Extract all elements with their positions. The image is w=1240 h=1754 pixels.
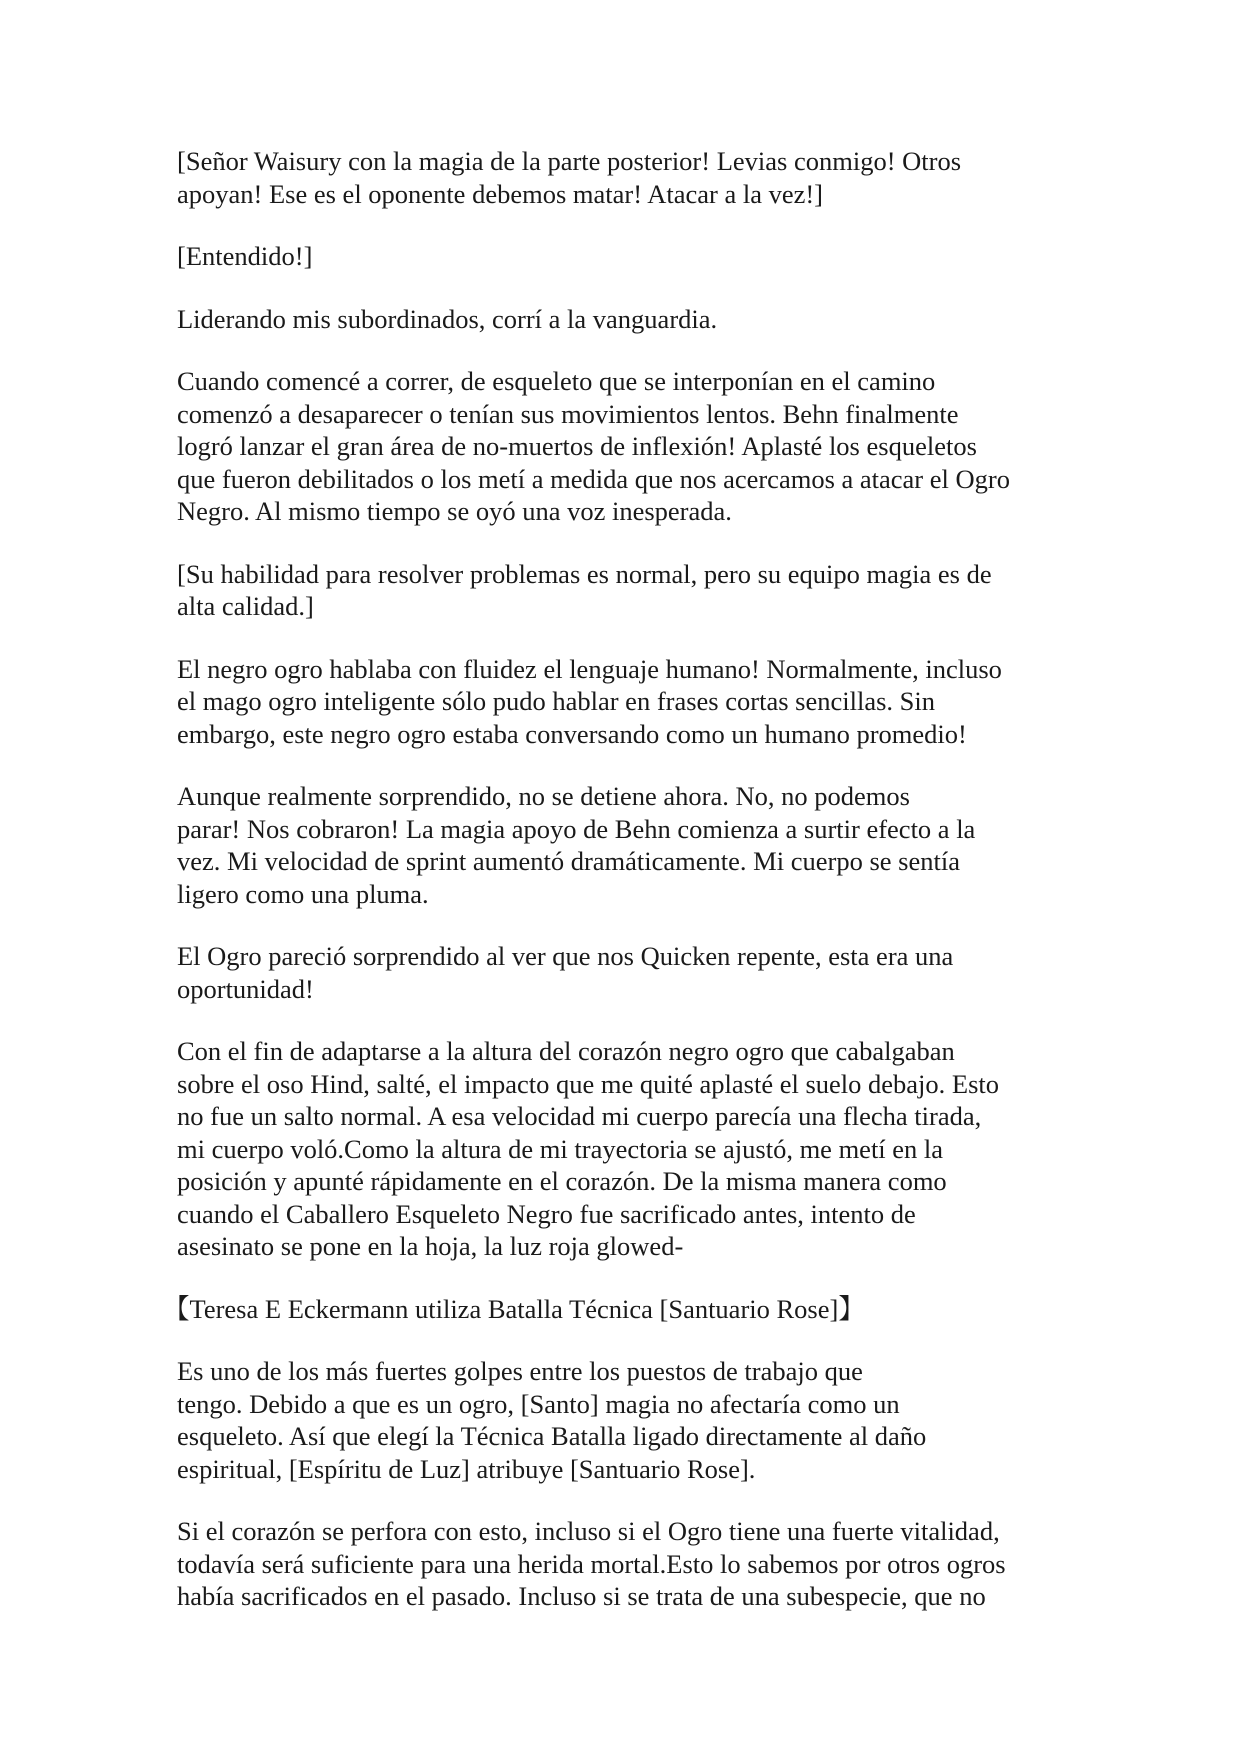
- text-body: [163, 145, 1077, 1643]
- narration-paragraph: Cuando comencé a correr, de esqueleto que se interponían en el camino comenzó a desaparecer o tenían sus movimientos lentos. Behn finalmente logró lanzar el gran área de no-muertos de inflexión! Aplasté los esqueletos que fueron debilitados o los metí a medida que nos acercamos a atacar el Ogro Negro. Al mismo tiempo se oyó una voz inesperada.: [177, 366, 1010, 526]
- narration-paragraph: Es uno de los más fuertes golpes entre los puestos de trabajo que tengo. Debido a que es un ogro, [Santo] magia no afectaría como un esqueleto. Así que elegí la Técnica Batalla ligado directamente al daño espiritual, [Espíritu de Luz] atribuye [Santuario Rose].: [177, 1356, 927, 1484]
- dialogue-paragraph: [Entendido!]: [177, 241, 313, 271]
- dialogue-paragraph: [Señor Waisury con la magia de la parte posterior! Levias conmigo! Otros apoyan! Ese es el oponente debemos matar! Atacar a la vez!]: [177, 146, 962, 209]
- battle-technique-caption: 【Teresa E Eckermann utiliza Batalla Técnica [Santuario Rose]】: [163, 1293, 865, 1324]
- narration-paragraph: Liderando mis subordinados, corrí a la vanguardia.: [177, 303, 718, 334]
- dialogue-paragraph: [Su habilidad para resolver problemas es normal, pero su equipo magia es de alta calidad.]: [177, 558, 992, 621]
- narration-paragraph: El Ogro pareció sorprendido al ver que nos Quicken repente, esta era una oportunidad!: [177, 941, 954, 1004]
- narration-paragraph: El negro ogro hablaba con fluidez el lenguaje humano! Normalmente, incluso el mago ogro inteligente sólo pudo hablar en frases cortas sencillas. Sin embargo, este negro ogro estaba conversando como un humano promedio!: [177, 653, 1002, 749]
- narration-paragraph: Si el corazón se perfora con esto, incluso si el Ogro tiene una fuerte vitalidad, todavía será suficiente para una herida mortal.Esto lo sabemos por otros ogros había sacrificados en el pasado. Incluso si se trata de una subespecie, que no: [177, 1516, 1006, 1611]
- narration-paragraph: Aunque realmente sorprendido, no se detiene ahora. No, no podemos parar! Nos cobraron! La magia apoyo de Behn comienza a surtir efecto a la vez. Mi velocidad de sprint aumentó dramáticamente. Mi cuerpo se sentía ligero como una pluma.: [177, 781, 976, 909]
- narration-paragraph: Con el fin de adaptarse a la altura del corazón negro ogro que cabalgaban sobre el oso Hind, salté, el impacto que me quité aplasté el suelo debajo. Esto no fue un salto normal. A esa velocidad mi cuerpo parecía una flecha tirada, mi cuerpo voló.Como la altura de mi trayectoria se ajustó, me metí en la posición y apunté rápidamente en el corazón. De la misma manera como cuando el Caballero Esqueleto Negro fue sacrificado antes, intento de asesinato se pone en la hoja, la luz roja glowed-: [177, 1036, 1000, 1261]
